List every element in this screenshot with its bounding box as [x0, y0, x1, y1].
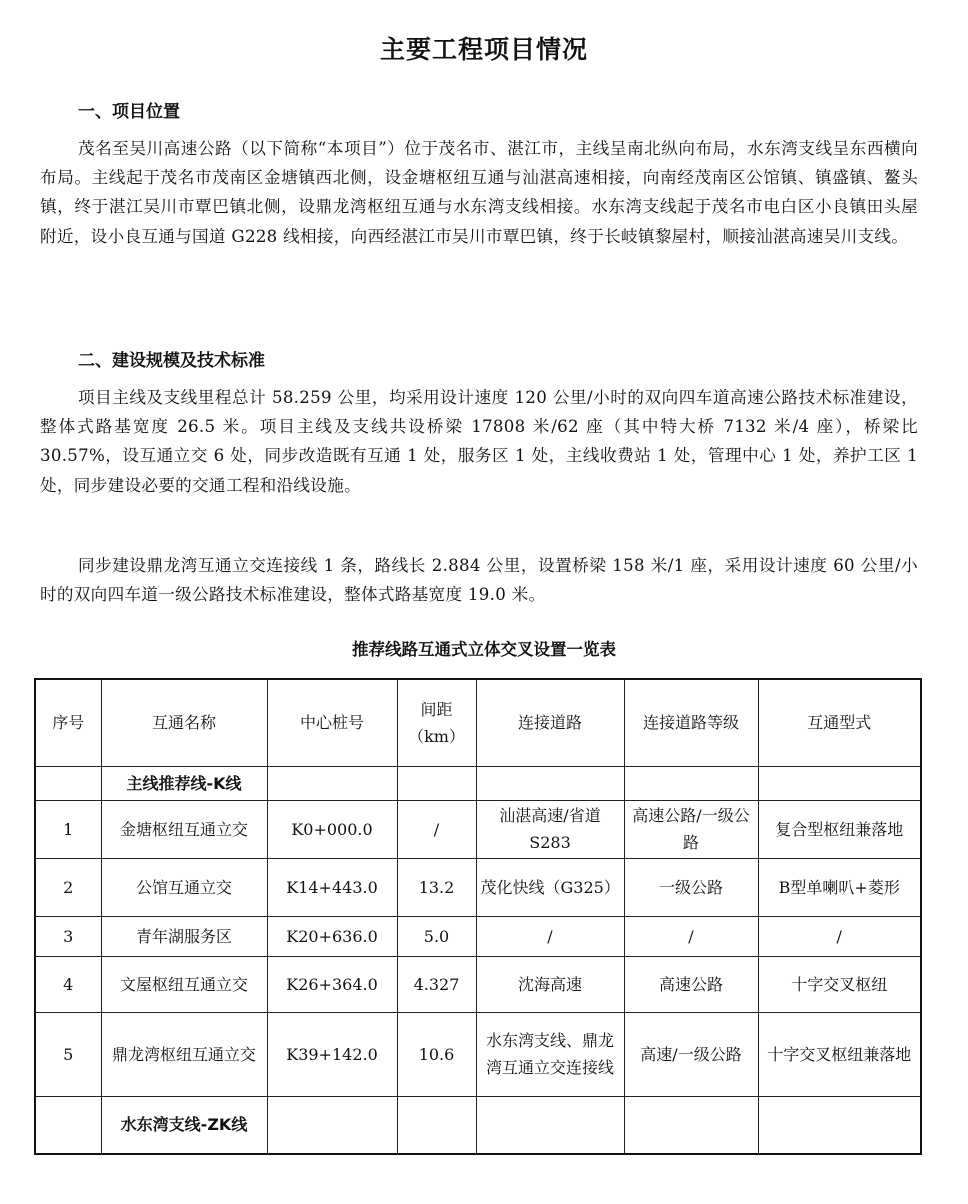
table-section-row	[35, 766, 921, 800]
table-cell	[758, 766, 921, 800]
table-cell	[476, 1096, 624, 1154]
cell-name: 鼎龙湾枢纽互通立交	[101, 1012, 267, 1096]
section-heading-location: 一、项目位置	[78, 102, 180, 122]
header-road: 连接道路	[476, 679, 624, 766]
table-cell	[476, 766, 624, 800]
cell-station: K14+443.0	[267, 858, 397, 916]
cell-seq: 2	[35, 858, 101, 916]
table-row	[35, 800, 921, 858]
cell-type: 十字交叉枢纽	[758, 956, 921, 1012]
table-cell	[267, 766, 397, 800]
table-cell	[267, 1096, 397, 1154]
table-title: 推荐线路互通式立体交叉设置一览表	[352, 640, 616, 659]
cell-station: K0+000.0	[267, 800, 397, 858]
cell-road: 茂化快线（G325）	[476, 858, 624, 916]
cell-station: K20+636.0	[267, 916, 397, 956]
header-station: 中心桩号	[267, 679, 397, 766]
cell-station: K39+142.0	[267, 1012, 397, 1096]
cell-type: 十字交叉枢纽兼落地	[758, 1012, 921, 1096]
table-cell	[758, 1096, 921, 1154]
cell-seq: 5	[35, 1012, 101, 1096]
cell-type: B型单喇叭+菱形	[758, 858, 921, 916]
cell-road: 汕湛高速/省道S283	[476, 800, 624, 858]
cell-spacing: 10.6	[397, 1012, 476, 1096]
cell-spacing: 4.327	[397, 956, 476, 1012]
header-spacing: 间距（km）	[397, 679, 476, 766]
table-header-row	[35, 679, 921, 766]
table-row	[35, 916, 921, 956]
cell-name: 公馆互通立交	[101, 858, 267, 916]
table-cell	[35, 1096, 101, 1154]
table-cell	[397, 1096, 476, 1154]
cell-grade: 一级公路	[624, 858, 758, 916]
header-name: 互通名称	[101, 679, 267, 766]
paragraph-scale: 项目主线及支线里程总计 58.259 公里，均采用设计速度 120 公里/小时的双向四车道高速公路技术标准建设，整体式路基宽度 26.5 米。项目主线及支线共设桥梁 17808 米/62 座（其中特大桥 7132 米/4 座），桥梁比 30.57%，设互通立交 6 处，同步改造既有互通 1 处，服务区 1 处，主线收费站 1 处，管理中心 1 处，养护工区 1 处，同步建设必要的交通工程和沿线设施。	[40, 388, 918, 495]
header-type: 互通型式	[758, 679, 921, 766]
header-grade: 连接道路等级	[624, 679, 758, 766]
cell-name: 文屋枢纽互通立交	[101, 956, 267, 1012]
cell-spacing: 5.0	[397, 916, 476, 956]
table-cell	[624, 1096, 758, 1154]
header-seq: 序号	[35, 679, 101, 766]
cell-grade: 高速公路/一级公路	[624, 800, 758, 858]
table-row	[35, 956, 921, 1012]
table-section-row	[35, 1096, 921, 1154]
cell-spacing: /	[397, 800, 476, 858]
section-heading-scale: 二、建设规模及技术标准	[78, 351, 265, 371]
cell-name: 青年湖服务区	[101, 916, 267, 956]
cell-type: /	[758, 916, 921, 956]
cell-road: 沈海高速	[476, 956, 624, 1012]
table-cell	[624, 766, 758, 800]
cell-grade: 高速公路	[624, 956, 758, 1012]
cell-spacing: 13.2	[397, 858, 476, 916]
cell-type: 复合型枢纽兼落地	[758, 800, 921, 858]
paragraph-location: 茂名至吴川高速公路（以下简称“本项目”）位于茂名市、湛江市，主线呈南北纵向布局，水东湾支线呈东西横向布局。主线起于茂名市茂南区金塘镇西北侧，设金塘枢纽互通与汕湛高速相接，向南经茂南区公馆镇、镇盛镇、鳌头镇，终于湛江吴川市覃巴镇北侧，设鼎龙湾枢纽互通与水东湾支线相接。水东湾支线起于茂名市电白区小良镇田头屋附近，设小良互通与国道 G228 线相接，向西经湛江市吴川市覃巴镇，终于长岐镇黎屋村，顺接汕湛高速吴川支线。	[40, 139, 918, 246]
table-row	[35, 1012, 921, 1096]
cell-name: 金塘枢纽互通立交	[101, 800, 267, 858]
paragraph-connector: 同步建设鼎龙湾互通立交连接线 1 条，路线长 2.884 公里，设置桥梁 158 米/1 座，采用设计速度 60 公里/小时的双向四车道一级公路技术标准建设，整体式路基宽度 19.0 米。	[40, 556, 918, 605]
table-cell	[35, 766, 101, 800]
table-row	[35, 858, 921, 916]
cell-seq: 1	[35, 800, 101, 858]
table-cell	[397, 766, 476, 800]
cell-seq: 3	[35, 916, 101, 956]
interchange-table	[34, 678, 922, 1155]
cell-grade: /	[624, 916, 758, 956]
cell-road: 水东湾支线、鼎龙湾互通立交连接线	[476, 1012, 624, 1096]
cell-grade: 高速/一级公路	[624, 1012, 758, 1096]
section-label-main: 主线推荐线-K线	[101, 766, 267, 800]
cell-seq: 4	[35, 956, 101, 1012]
page-title: 主要工程项目情况	[379, 35, 588, 64]
section-label-branch: 水东湾支线-ZK线	[101, 1096, 267, 1154]
cell-road: /	[476, 916, 624, 956]
cell-station: K26+364.0	[267, 956, 397, 1012]
